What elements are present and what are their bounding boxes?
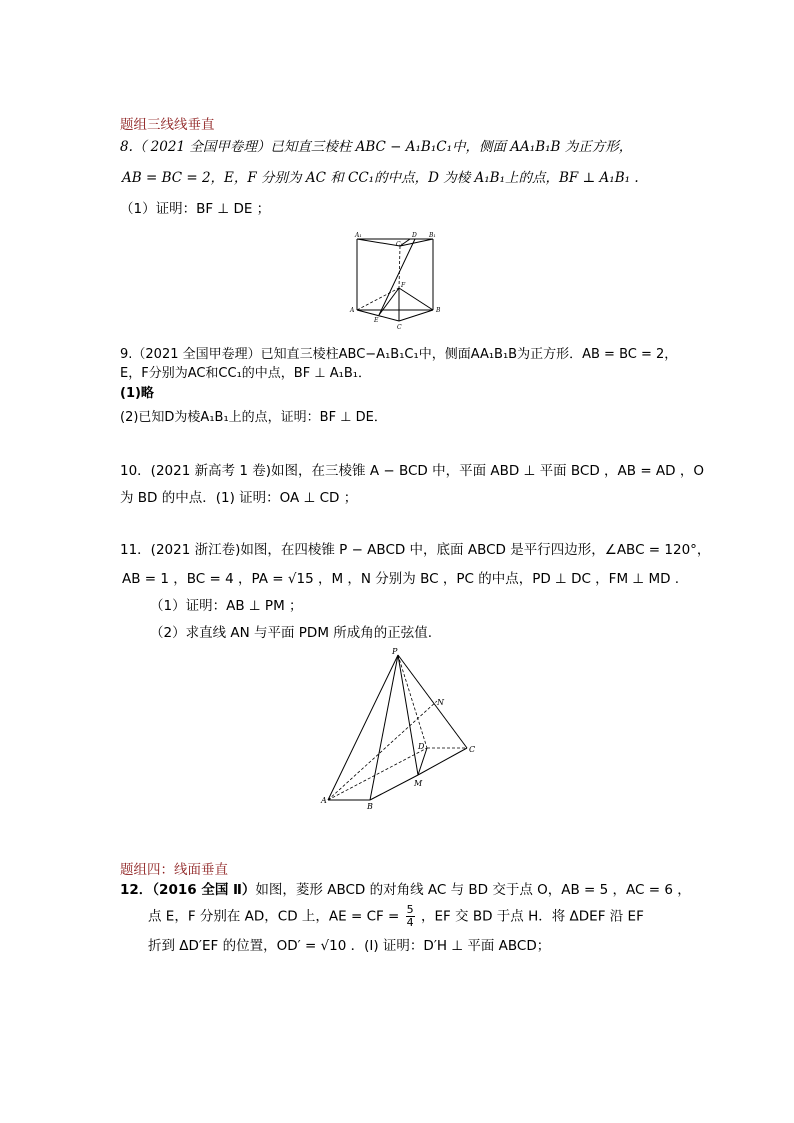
label-a: A [350, 307, 355, 314]
problem-11-line-3: （1）证明：AB ⊥ PM ； [150, 598, 303, 614]
label-p: P [392, 647, 398, 656]
problem-11-line-1: 11．(2021 浙江卷)如图，在四棱锥 P − ABCD 中，底面 ABCD 是平行四边形，∠ABC = 120°， [120, 542, 711, 558]
label-e: E [374, 317, 379, 324]
label-b: B [367, 802, 373, 810]
label-b1: B₁ [429, 232, 436, 239]
problem-9-line-1: 9.（2021 全国甲卷理）已知直三棱柱ABC−A₁B₁C₁中，侧面AA₁B₁B为正方形．AB = BC = 2， [120, 347, 678, 362]
problem-10-line-1: 10．(2021 新高考 1 卷)如图，在三棱锥 A − BCD 中，平面 ABD ⊥ 平面 BCD ，AB = AD ，O [120, 463, 704, 479]
problem-11-line-4: （2）求直线 AN 与平面 PDM 所成角的正弦值. [150, 625, 433, 641]
problem-8-line-1: 8.（ 2021 全国甲卷理）已知直三棱柱 ABC − A₁B₁C₁中，侧面 AA₁B₁B 为正方形， [120, 139, 633, 155]
problem-12-text-2b: ，EF 交 BD 于点 H．将 ΔDEF 沿 EF [420, 908, 644, 925]
problem-12-line-3: 折到 ΔD′EF 的位置，OD′ = √10 ．(Ⅰ) 证明：D′H ⊥ 平面 ABCD； [148, 938, 551, 954]
fraction-denominator: 4 [406, 916, 414, 929]
section-title-3: 题组三线线垂直 [120, 117, 215, 133]
label-n: N [437, 698, 444, 707]
label-f: F [401, 282, 406, 289]
problem-12-source: （2016 全国 Ⅱ） [152, 882, 256, 898]
label-b: B [436, 307, 441, 314]
problem-9-line-2: E，F分别为AC和CC₁的中点，BF ⊥ A₁B₁． [120, 366, 372, 381]
problem-9-line-3: (1)略 [120, 386, 154, 401]
problem-12-number: 12． [120, 882, 153, 898]
label-c: C [397, 324, 402, 331]
label-m: M [414, 779, 423, 788]
problem-12-line-1 [120, 878, 691, 898]
label-c: C [469, 745, 476, 754]
problem-10-line-2: 为 BD 的中点．(1) 证明：OA ⊥ CD ； [120, 490, 358, 506]
problem-8-line-3: （1）证明：BF ⊥ DE ； [120, 201, 271, 217]
problem-12-text-1: 如图，菱形 ABCD 的对角线 AC 与 BD 交于点 O，AB = 5 ，AC = 6 ， [255, 882, 691, 898]
section-title-4: 题组四：线面垂直 [120, 862, 228, 878]
pyramid-figure [320, 645, 485, 810]
label-c1: C₁ [396, 241, 403, 248]
problem-12-line-2 [148, 904, 644, 929]
prism-figure [345, 228, 445, 332]
fraction-5-4 [406, 904, 415, 929]
problem-11-line-2: AB = 1 ，BC = 4 ，PA = √15 ，M ，N 分别为 BC ，PC 的中点，PD ⊥ DC ，FM ⊥ MD . [122, 571, 680, 587]
problem-9-line-4: (2)已知D为棱A₁B₁上的点，证明：BF ⊥ DE． [120, 410, 387, 425]
problem-12-text-2a: 点 E，F 分别在 AD，CD 上，AE = CF = [148, 908, 400, 925]
label-a: A [321, 796, 327, 805]
problem-8-line-2: AB = BC = 2，E，F 分别为 AC 和 CC₁的中点，D 为棱 A₁B₁上的点，BF ⊥ A₁B₁ . [122, 170, 639, 186]
label-d: D [418, 742, 425, 751]
label-a1: A₁ [355, 232, 362, 239]
label-d: D [412, 232, 417, 239]
fraction-numerator: 5 [406, 903, 414, 916]
